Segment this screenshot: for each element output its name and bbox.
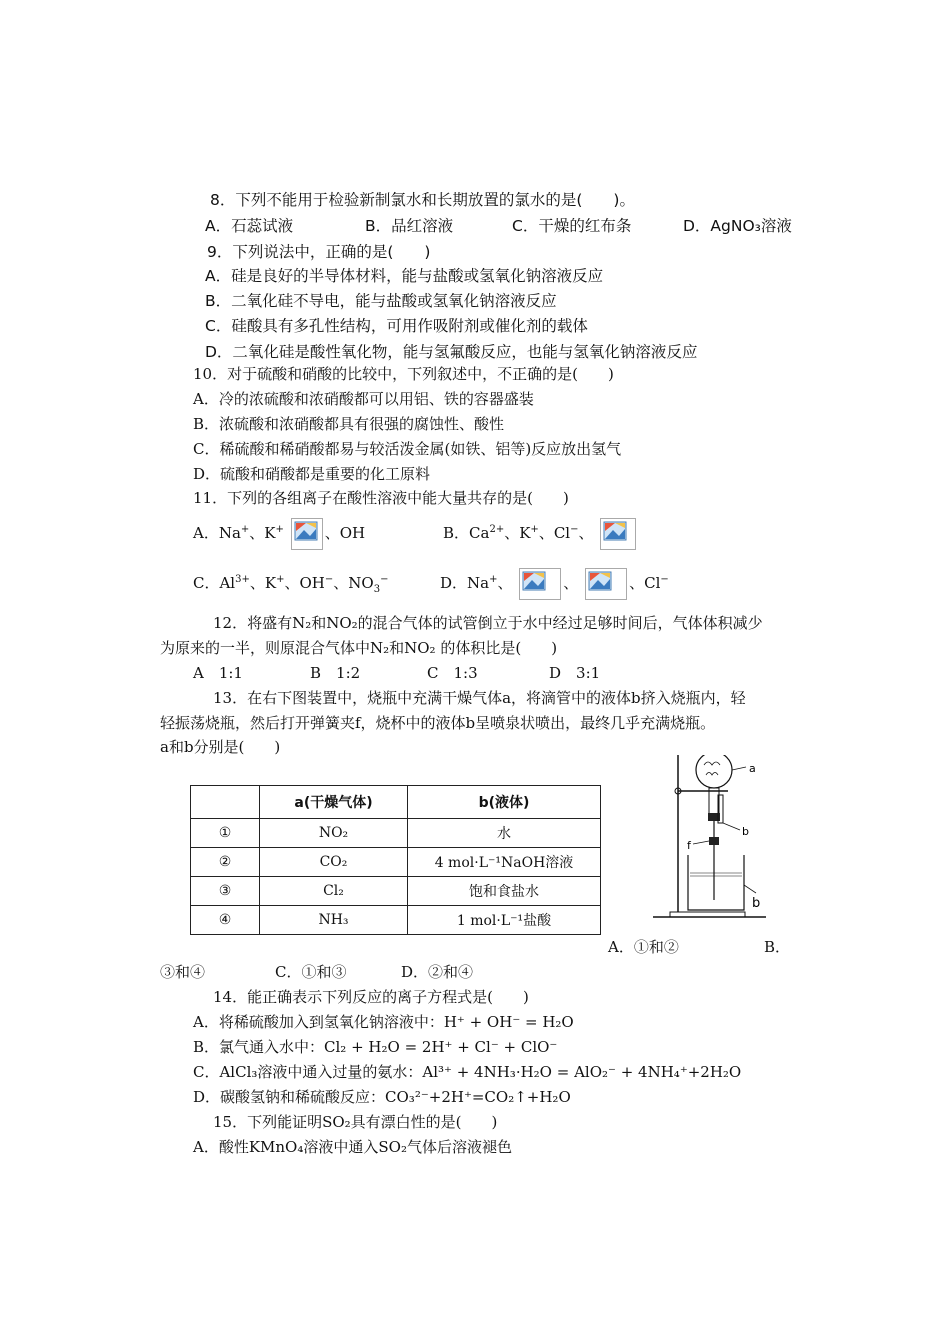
table-cell: NH₃ — [260, 906, 408, 935]
q13-option-a: A．①和② — [608, 938, 679, 956]
q10-stem: 10．对于硫酸和硝酸的比较中，下列叙述中，不正确的是( ) — [193, 365, 614, 383]
q10-option-a: A．冷的浓硫酸和浓硝酸都可以用铝、铁的容器盛装 — [193, 390, 534, 408]
q11-option-a — [193, 516, 365, 550]
q14-stem: 14．能正确表示下列反应的离子方程式是( ) — [213, 988, 529, 1006]
table-header-cell — [191, 786, 260, 819]
q10-option-c: C．稀硫酸和稀硝酸都易与较活泼金属(如铁、铝等)反应放出氢气 — [193, 440, 622, 458]
q10-option-b: B．浓硫酸和浓硝酸都具有很强的腐蚀性、酸性 — [193, 415, 505, 433]
q11-c-text: 、K — [249, 574, 277, 592]
table-row — [191, 848, 601, 877]
table-header-row — [191, 786, 601, 819]
q11-b-text: 、 — [578, 524, 594, 542]
table-cell: ③ — [191, 877, 260, 906]
missing-image-icon — [519, 568, 561, 600]
table-cell: CO₂ — [260, 848, 408, 877]
q14-option-d: D．碳酸氢钠和稀硫酸反应：CO₃²⁻+2H⁺=CO₂↑+H₂O — [193, 1088, 571, 1106]
q11-option-c: C．$Al^{3+}$、K+、OH−、$NO_3^-$ — [193, 574, 389, 595]
q12-line-1: 12．将盛有N₂和NO₂的混合气体的试管倒立于水中经过足够时间后，气体体积减少 — [213, 614, 763, 632]
q12-option-c: C 1:3 — [427, 664, 478, 682]
q11-option-d — [440, 566, 669, 600]
missing-image-icon — [585, 568, 627, 600]
table-cell: ④ — [191, 906, 260, 935]
superscript: − — [660, 574, 669, 585]
superscript: 2+ — [489, 524, 505, 535]
q14-option-c: C．AlCl₃溶液中通入过量的氨水：Al³⁺ + 4NH₃·H₂O = AlO₂⁻ + 4NH₄⁺+2H₂O — [193, 1063, 742, 1081]
q8-stem: 8．下列不能用于检验新制氯水和长期放置的氯水的是( )。 — [210, 191, 635, 209]
q8-option-d: D．AgNO₃溶液 — [683, 217, 792, 235]
q13-line-2: 轻振荡烧瓶，然后打开弹簧夹f，烧杯中的液体b呈喷泉状喷出，最终几乎充满烧瓶。 — [160, 714, 716, 732]
label-f: f — [687, 839, 691, 852]
q11-b-text: 、Cl — [538, 524, 571, 542]
q13-line-3: a和b分别是( ) — [160, 738, 281, 756]
q8-option-b: B．品红溶液 — [365, 217, 454, 235]
q11-a-text: 、K — [249, 524, 276, 542]
missing-image-icon — [291, 518, 323, 550]
table-row — [191, 877, 601, 906]
q11-c-text: 、NO — [333, 574, 374, 592]
superscript: − — [380, 574, 389, 585]
q9-option-c: C．硅酸具有多孔性结构，可用作吸附剂或催化剂的载体 — [205, 317, 588, 335]
superscript: − — [570, 524, 579, 535]
superscript: + — [489, 574, 498, 585]
q8-option-c: C．干燥的红布条 — [512, 217, 632, 235]
table-cell: 水 — [408, 819, 601, 848]
table-header-cell: a(干燥气体) — [260, 786, 408, 819]
q14-option-a: A．将稀硫酸加入到氢氧化钠溶液中：H⁺ + OH⁻ = H₂O — [193, 1013, 574, 1031]
q13-line-1: 13．在右下图装置中，烧瓶中充满干燥气体a，将滴管中的液体b挤入烧瓶内，轻 — [213, 689, 746, 707]
q11-c-text: 、OH — [284, 574, 325, 592]
q9-stem: 9．下列说法中，正确的是( ) — [207, 243, 431, 261]
q13-option-b: B． — [764, 938, 791, 956]
table-cell: ② — [191, 848, 260, 877]
q13-table — [190, 785, 601, 935]
q11-d-text: 、 — [563, 574, 579, 592]
q8-option-a: A．石蕊试液 — [205, 217, 294, 235]
superscript: + — [240, 524, 250, 535]
q11-a-text: A．Na — [193, 524, 241, 542]
table-cell: 1 mol·L⁻¹盐酸 — [408, 906, 601, 935]
q15-option-a: A．酸性KMnO₄溶液中通入SO₂气体后溶液褪色 — [193, 1138, 512, 1156]
q11-b-text: B．Ca — [443, 524, 490, 542]
q11-b-text: 、K — [504, 524, 531, 542]
q9-option-b: B．二氧化硅不导电，能与盐酸或氢氧化钠溶液反应 — [205, 292, 557, 310]
q11-d-text: 、 — [497, 574, 513, 592]
q11-option-b — [443, 516, 638, 550]
q12-line-2: 为原来的一半，则原混合气体中N₂和NO₂ 的体积比是( ) — [160, 639, 558, 657]
q10-option-d: D．硫酸和硝酸都是重要的化工原料 — [193, 465, 431, 483]
q11-d-text: 、Cl — [629, 574, 661, 592]
label-b: b — [742, 825, 749, 838]
q12-option-a: A 1:1 — [193, 664, 243, 682]
superscript: + — [275, 524, 284, 535]
q11-stem: 11．下列的各组离子在酸性溶液中能大量共存的是( ) — [193, 489, 569, 507]
table-row — [191, 819, 601, 848]
table-row — [191, 906, 601, 935]
q11-a-text: 、OH — [324, 524, 366, 542]
table-cell: ① — [191, 819, 260, 848]
missing-image-icon — [600, 518, 636, 550]
fountain-apparatus-diagram — [648, 755, 788, 925]
q13-option-c: C．①和③ — [275, 963, 347, 981]
q9-option-d: D．二氧化硅是酸性氧化物，能与氢氟酸反应，也能与氢氧化钠溶液反应 — [205, 343, 698, 361]
table-cell: Cl₂ — [260, 877, 408, 906]
table-cell: 4 mol·L⁻¹NaOH溶液 — [408, 848, 601, 877]
q11-d-text: D．Na — [440, 574, 490, 592]
q15-stem: 15．下列能证明SO₂具有漂白性的是( ) — [213, 1113, 498, 1131]
q14-option-b: B．氯气通入水中：Cl₂ + H₂O = 2H⁺ + Cl⁻ + ClO⁻ — [193, 1038, 558, 1056]
q9-option-a: A．硅是良好的半导体材料，能与盐酸或氢氧化钠溶液反应 — [205, 267, 604, 285]
label-b-beaker: b — [752, 896, 761, 911]
q12-option-d: D 3:1 — [549, 664, 601, 682]
q13-option-d: D．②和④ — [401, 963, 474, 981]
q13-option-b-cont: ③和④ — [160, 963, 206, 981]
superscript: − — [324, 574, 334, 585]
q12-option-b: B 1:2 — [310, 664, 361, 682]
superscript: 3+ — [235, 574, 250, 585]
table-cell: NO₂ — [260, 819, 408, 848]
q11-c-text: C．Al — [193, 574, 236, 592]
table-cell: 饱和食盐水 — [408, 877, 601, 906]
superscript: + — [530, 524, 539, 535]
label-a: a — [749, 762, 756, 775]
table-header-cell: b(液体) — [408, 786, 601, 819]
superscript: + — [276, 574, 285, 585]
